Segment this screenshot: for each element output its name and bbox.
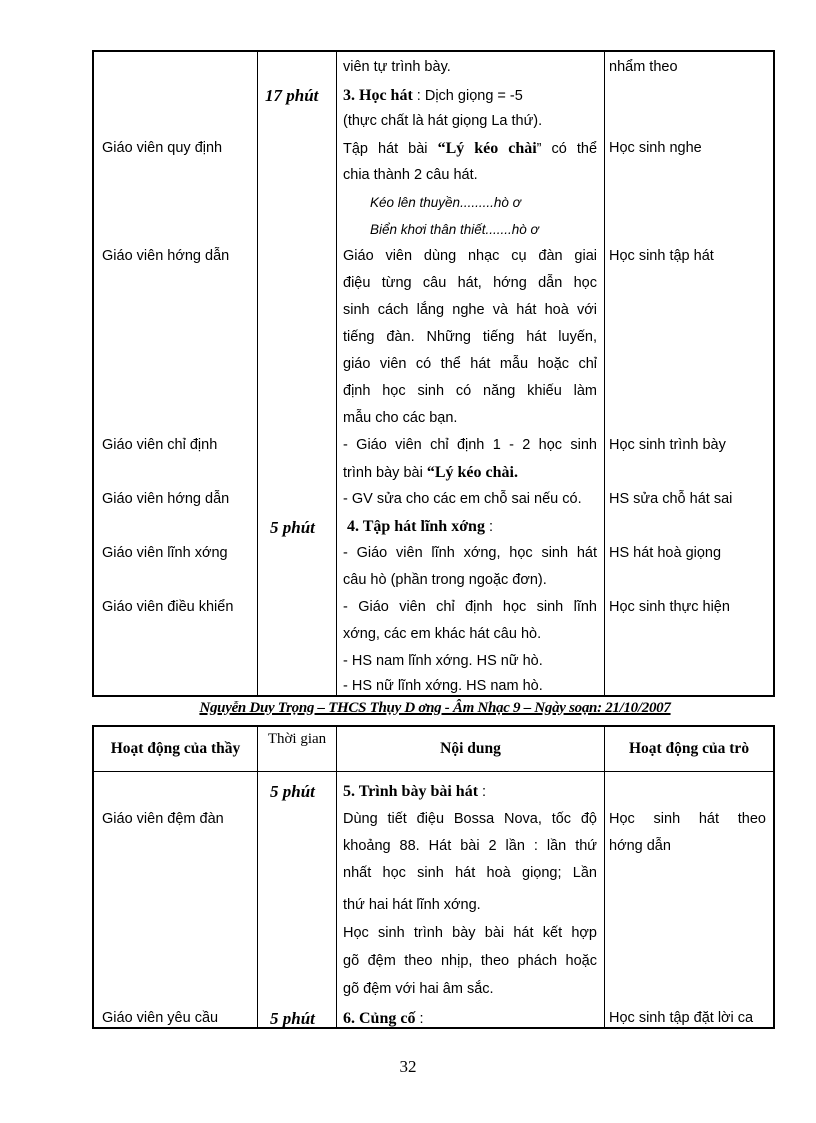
header-teacher: Hoạt động của thầy — [110, 740, 241, 757]
content-line: Học sinh trình bày bài hát kết hợp — [343, 925, 597, 941]
content-line: - Giáo viên lĩnh xớng, học sinh hát — [343, 545, 597, 561]
lyric-line: Kéo lên thuyền.........hò ơ — [370, 195, 521, 210]
student-activity: HS sửa chỗ hát sai — [609, 491, 733, 507]
content-line: Dùng tiết điệu Bossa Nova, tốc độ — [343, 811, 597, 827]
teacher-activity: Giáo viên đệm đàn — [102, 811, 224, 827]
content-text: : — [478, 784, 487, 800]
content-line — [343, 82, 523, 110]
content-line: gõ đệm theo nhịp, theo phách hoặc — [343, 953, 597, 969]
duration-label: 5 phút — [270, 1009, 315, 1028]
teacher-activity: Giáo viên chỉ định — [102, 437, 218, 453]
content-line — [347, 513, 493, 541]
content-text: ” có thể — [536, 141, 598, 157]
section-heading: 3. Học hát — [343, 87, 413, 104]
page-number: 32 — [399, 1057, 417, 1076]
content-line: xớng, các em khác hát câu hò. — [343, 626, 542, 642]
content-line: chia thành 2 câu hát. — [343, 167, 478, 183]
header-time: Thời gian — [267, 731, 327, 747]
student-activity: Học sinh thực hiện — [609, 599, 730, 615]
student-activity: Học sinh tập hát — [609, 248, 714, 264]
section-heading: 4. Tập hát lĩnh xớng — [347, 518, 485, 535]
teacher-activity: Giáo viên yêu cầu — [102, 1010, 219, 1026]
content-line: - HS nữ lĩnh xớng. HS nam hò. — [343, 678, 543, 694]
section-number: 5 — [343, 783, 351, 800]
content-text: trình bày bài — [343, 465, 427, 481]
header-student: Hoạt động của trò — [628, 740, 750, 757]
teacher-activity: Giáo viên lĩnh xớng — [102, 545, 228, 561]
duration-label: 17 phút — [265, 86, 319, 105]
student-activity: Học sinh nghe — [609, 140, 702, 156]
section-heading: 6. Củng cố — [343, 1010, 416, 1027]
content-line: (thực chất là hát giọng La thứ). — [343, 113, 543, 129]
content-line: khoảng 88. Hát bài 2 lần : lần thứ — [343, 838, 597, 854]
content-line — [343, 1005, 424, 1033]
content-line: giáo viên có thể hát mẫu hoặc chỉ — [343, 356, 597, 372]
content-line: - Giáo viên chỉ định học sinh lĩnh — [343, 599, 597, 615]
teacher-activity: Giáo viên điều khiển — [102, 599, 234, 615]
content-line: tiếng đàn. Những tiếng hát luyến, — [343, 329, 597, 345]
duration-label: 5 phút — [270, 782, 315, 801]
content-line: điệu từng câu hát, hớng dẫn học — [343, 275, 597, 291]
student-activity: HS hát hoà giọng — [609, 545, 722, 561]
content-line: Giáo viên dùng nhạc cụ đàn giai — [343, 248, 597, 264]
student-activity: Học sinh hát theo — [609, 811, 766, 827]
content-line: định học sinh có năng khiếu làm — [343, 383, 597, 399]
content-line: mẫu cho các bạn. — [343, 410, 458, 426]
content-line: sinh cách lắng nghe và hát hoà với — [343, 302, 597, 318]
content-line: - GV sửa cho các em chỗ sai nếu có. — [343, 491, 582, 507]
student-activity: Học sinh tập đặt lời ca — [609, 1010, 754, 1026]
student-activity: hớng dẫn — [609, 838, 671, 854]
content-line: câu hò (phần trong ngoặc đơn). — [343, 572, 547, 588]
content-line — [343, 135, 597, 163]
content-line: - Giáo viên chỉ định 1 - 2 học sinh — [343, 437, 597, 453]
content-line: 5. Trình bày bài hát : — [343, 783, 487, 800]
teacher-activity: Giáo viên hớng dẫn — [102, 491, 230, 507]
teacher-activity: Giáo viên quy định — [102, 140, 223, 156]
content-text: Tập hát bài — [343, 141, 438, 157]
student-activity: nhẩm theo — [609, 59, 678, 75]
page-footer: Nguyễn Duy Trọng – THCS Thụy D ơng - Âm Nhạc 9 – Ngày soạn: 21/10/2007 — [199, 700, 671, 716]
content-line — [343, 459, 518, 487]
teacher-activity: Giáo viên hớng dẫn — [102, 248, 230, 264]
header-content: Nội dung — [440, 740, 501, 757]
content-line: nhất học sinh hát hoà giọng; Lần — [343, 865, 597, 881]
lyric-line: Biển khơi thân thiết.......hò ơ — [370, 222, 539, 237]
content-line: gõ đệm với hai âm sắc. — [343, 981, 494, 997]
content-text: : Dịch giọng = -5 — [412, 88, 523, 104]
content-line: thứ hai hát lĩnh xớng. — [343, 897, 481, 913]
duration-label: 5 phút — [270, 518, 315, 537]
student-activity: Học sinh trình bày — [609, 437, 726, 453]
content-line: - HS nam lĩnh xớng. HS nữ hò. — [343, 653, 543, 669]
song-title: “Lý kéo chài. — [426, 464, 518, 481]
section-heading: Trình bày bài hát — [358, 783, 479, 800]
content-line: viên tự trình bày. — [343, 59, 451, 75]
song-title: “Lý kéo chài — [437, 140, 537, 157]
content-text: : — [484, 519, 494, 535]
content-text: : — [415, 1011, 424, 1027]
